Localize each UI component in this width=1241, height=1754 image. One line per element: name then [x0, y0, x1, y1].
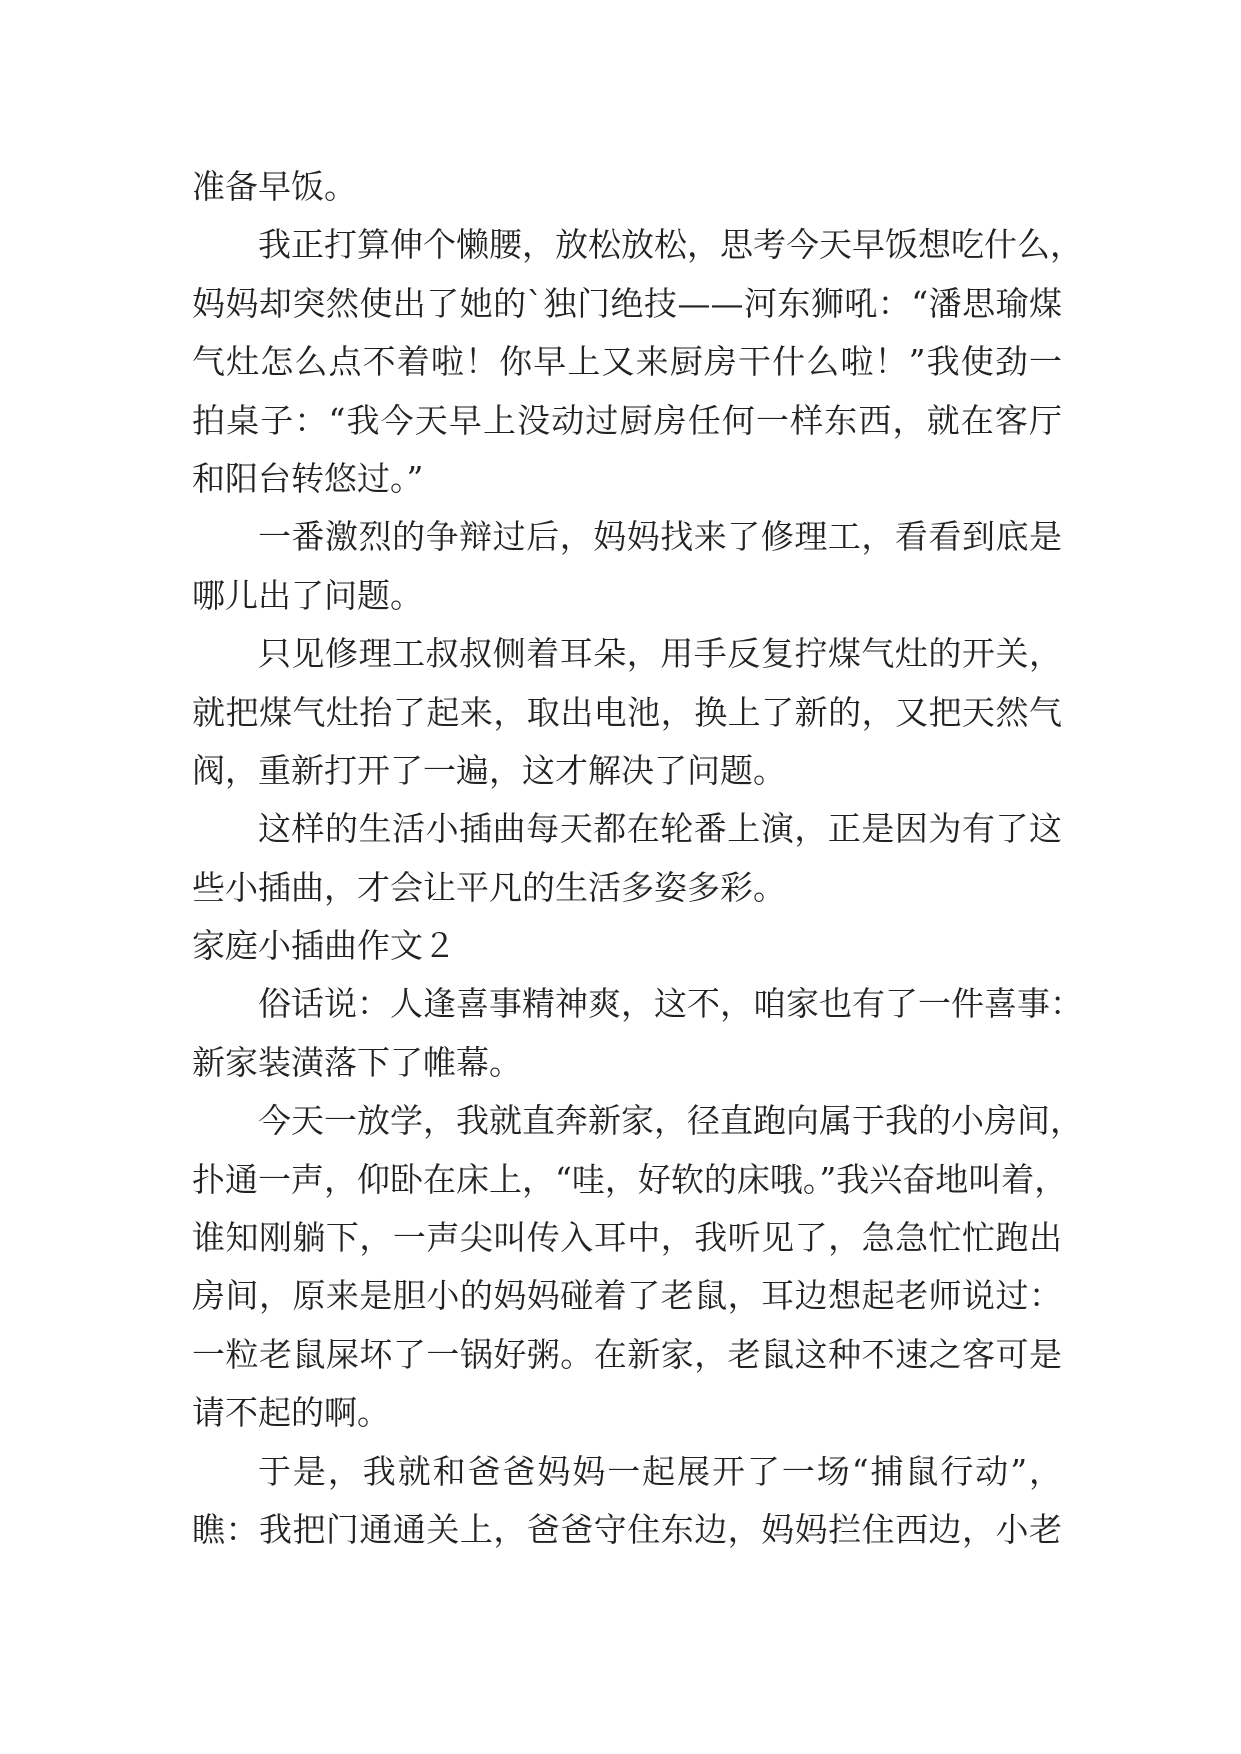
text-line: 拍桌子：“我今天早上没动过厨房任何一样东西，就在客厅	[192, 400, 1062, 440]
text-line: 扑通一声，仰卧在床上，“哇，好软的床哦。”我兴奋地叫着，	[192, 1159, 1068, 1199]
text-line: 就把煤气灶抬了起来，取出电池，换上了新的，又把天然气	[192, 692, 1062, 732]
section-heading: 家庭小插曲作文２	[192, 926, 456, 966]
paragraph-first-line: 我正打算伸个懒腰，放松放松，思考今天早饭想吃什么，	[258, 225, 1083, 265]
text-line: 些小插曲，才会让平凡的生活多姿多彩。	[192, 867, 786, 907]
text-line: 请不起的啊。	[192, 1393, 390, 1433]
paragraph-first-line: 这样的生活小插曲每天都在轮番上演，正是因为有了这	[258, 809, 1062, 849]
text-line: 妈妈却突然使出了她的`独门绝技——河东狮吼：“潘思瑜煤	[192, 283, 1062, 323]
paragraph-first-line: 今天一放学，我就直奔新家，径直跑向属于我的小房间，	[258, 1101, 1083, 1141]
text-line: 一粒老鼠屎坏了一锅好粥。在新家，老鼠这种不速之客可是	[192, 1334, 1062, 1374]
paragraph-first-line: 于是，我就和爸爸妈妈一起展开了一场“捕鼠行动”，	[258, 1451, 1062, 1491]
paragraph-first-line: 一番激烈的争辩过后，妈妈找来了修理工，看看到底是	[258, 517, 1062, 557]
text-line: 谁知刚躺下，一声尖叫传入耳中，我听见了，急急忙忙跑出	[192, 1218, 1062, 1258]
text-line: 哪儿出了问题。	[192, 575, 423, 615]
text-line: 新家装潢落下了帷幕。	[192, 1042, 522, 1082]
document-body	[192, 158, 1083, 1559]
paragraph-first-line: 只见修理工叔叔侧着耳朵，用手反复拧煤气灶的开关，	[258, 634, 1062, 674]
text-line: 阀，重新打开了一遍，这才解决了问题。	[192, 750, 786, 790]
paragraph-first-line: 俗话说：人逢喜事精神爽，这不，咱家也有了一件喜事：	[258, 984, 1083, 1024]
text-line: 和阳台转悠过。”	[192, 458, 424, 498]
text-line: 气灶怎么点不着啦！你早上又来厨房干什么啦！”我使劲一	[192, 342, 1062, 382]
text-line: 瞧：我把门通通关上，爸爸守住东边，妈妈拦住西边，小老	[192, 1509, 1062, 1549]
text-line: 房间，原来是胆小的妈妈碰着了老鼠，耳边想起老师说过：	[192, 1276, 1062, 1316]
text-line: 准备早饭。	[192, 167, 357, 206]
